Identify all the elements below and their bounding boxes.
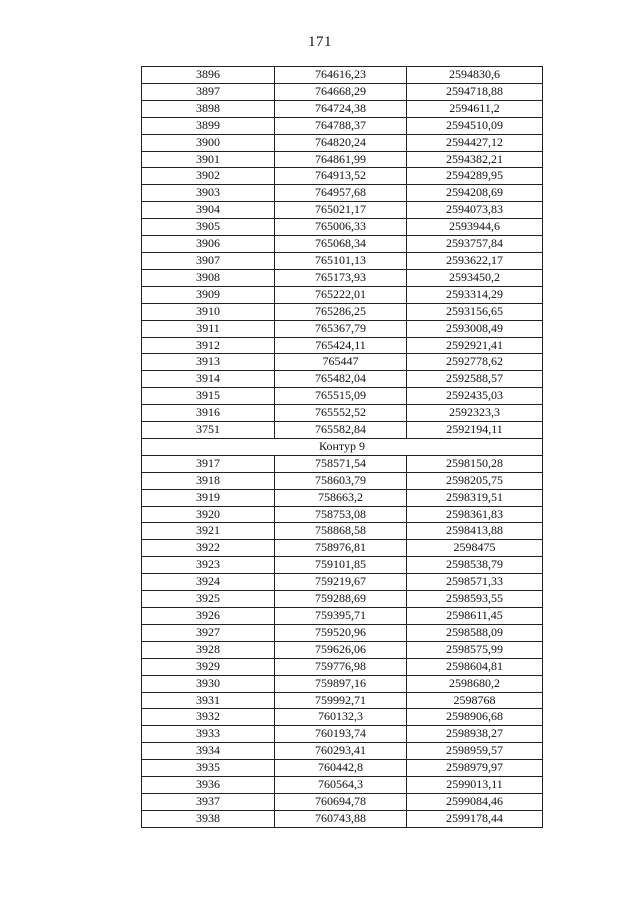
cell-y-coordinate: 2594289,95 — [407, 168, 543, 185]
table-row — [142, 168, 543, 185]
cell-point-number: 3923 — [142, 557, 275, 574]
coordinates-table-body — [142, 67, 543, 828]
cell-y-coordinate: 2598593,55 — [407, 591, 543, 608]
table-row — [142, 489, 543, 506]
cell-point-number: 3899 — [142, 117, 275, 134]
cell-x-coordinate: 758603,79 — [275, 472, 407, 489]
cell-x-coordinate: 764616,23 — [275, 67, 407, 84]
cell-x-coordinate: 764861,99 — [275, 151, 407, 168]
cell-point-number: 3910 — [142, 303, 275, 320]
cell-point-number: 3916 — [142, 405, 275, 422]
cell-x-coordinate: 764788,37 — [275, 117, 407, 134]
cell-x-coordinate: 758663,2 — [275, 489, 407, 506]
table-row — [142, 185, 543, 202]
cell-point-number: 3934 — [142, 743, 275, 760]
cell-y-coordinate: 2592323,3 — [407, 405, 543, 422]
table-row — [142, 151, 543, 168]
cell-point-number: 3927 — [142, 624, 275, 641]
cell-y-coordinate: 2598319,51 — [407, 489, 543, 506]
cell-y-coordinate: 2598979,97 — [407, 760, 543, 777]
cell-point-number: 3932 — [142, 709, 275, 726]
table-row — [142, 236, 543, 253]
table-row — [142, 320, 543, 337]
cell-y-coordinate: 2598680,2 — [407, 675, 543, 692]
cell-point-number: 3924 — [142, 574, 275, 591]
cell-x-coordinate: 765447 — [275, 354, 407, 371]
cell-point-number: 3915 — [142, 388, 275, 405]
table-row — [142, 540, 543, 557]
cell-point-number: 3918 — [142, 472, 275, 489]
cell-x-coordinate: 765552,52 — [275, 405, 407, 422]
cell-y-coordinate: 2594073,83 — [407, 202, 543, 219]
cell-x-coordinate: 765173,93 — [275, 269, 407, 286]
table-row — [142, 557, 543, 574]
cell-point-number: 3917 — [142, 455, 275, 472]
cell-point-number: 3909 — [142, 286, 275, 303]
cell-y-coordinate: 2593622,17 — [407, 252, 543, 269]
section-row — [142, 438, 543, 455]
table-row — [142, 675, 543, 692]
cell-point-number: 3921 — [142, 523, 275, 540]
cell-y-coordinate: 2594611,2 — [407, 100, 543, 117]
table-row — [142, 303, 543, 320]
cell-y-coordinate: 2598205,75 — [407, 472, 543, 489]
cell-x-coordinate: 765286,25 — [275, 303, 407, 320]
cell-x-coordinate: 765222,01 — [275, 286, 407, 303]
table-row — [142, 371, 543, 388]
cell-point-number: 3935 — [142, 760, 275, 777]
cell-y-coordinate: 2593156,65 — [407, 303, 543, 320]
cell-x-coordinate: 760132,3 — [275, 709, 407, 726]
cell-x-coordinate: 759897,16 — [275, 675, 407, 692]
table-row — [142, 658, 543, 675]
cell-y-coordinate: 2598538,79 — [407, 557, 543, 574]
cell-x-coordinate: 760442,8 — [275, 760, 407, 777]
cell-point-number: 3914 — [142, 371, 275, 388]
cell-x-coordinate: 759288,69 — [275, 591, 407, 608]
cell-y-coordinate: 2598571,33 — [407, 574, 543, 591]
cell-x-coordinate: 759395,71 — [275, 608, 407, 625]
cell-x-coordinate: 758976,81 — [275, 540, 407, 557]
page-number: 171 — [308, 34, 332, 50]
cell-x-coordinate: 760293,41 — [275, 743, 407, 760]
table-row — [142, 692, 543, 709]
cell-x-coordinate: 764724,38 — [275, 100, 407, 117]
table-row — [142, 286, 543, 303]
cell-point-number: 3906 — [142, 236, 275, 253]
cell-point-number: 3922 — [142, 540, 275, 557]
cell-y-coordinate: 2593450,2 — [407, 269, 543, 286]
cell-point-number: 3902 — [142, 168, 275, 185]
cell-point-number: 3928 — [142, 641, 275, 658]
cell-point-number: 3911 — [142, 320, 275, 337]
cell-y-coordinate: 2598938,27 — [407, 726, 543, 743]
table-row — [142, 574, 543, 591]
table-row — [142, 354, 543, 371]
cell-y-coordinate: 2594510,09 — [407, 117, 543, 134]
table-row — [142, 337, 543, 354]
table-row — [142, 810, 543, 827]
cell-point-number: 3900 — [142, 134, 275, 151]
cell-point-number: 3931 — [142, 692, 275, 709]
table-row — [142, 743, 543, 760]
cell-y-coordinate: 2594208,69 — [407, 185, 543, 202]
table-row — [142, 67, 543, 84]
cell-y-coordinate: 2598768 — [407, 692, 543, 709]
table-row — [142, 523, 543, 540]
cell-point-number: 3919 — [142, 489, 275, 506]
cell-point-number: 3926 — [142, 608, 275, 625]
cell-x-coordinate: 764820,24 — [275, 134, 407, 151]
cell-point-number: 3930 — [142, 675, 275, 692]
cell-x-coordinate: 758868,58 — [275, 523, 407, 540]
cell-point-number: 3912 — [142, 337, 275, 354]
cell-x-coordinate: 765021,17 — [275, 202, 407, 219]
cell-y-coordinate: 2599084,46 — [407, 793, 543, 810]
cell-point-number: 3751 — [142, 422, 275, 439]
cell-y-coordinate: 2598906,68 — [407, 709, 543, 726]
table-row — [142, 624, 543, 641]
cell-point-number: 3937 — [142, 793, 275, 810]
cell-x-coordinate: 760193,74 — [275, 726, 407, 743]
cell-point-number: 3904 — [142, 202, 275, 219]
cell-x-coordinate: 759626,06 — [275, 641, 407, 658]
cell-y-coordinate: 2598413,88 — [407, 523, 543, 540]
cell-x-coordinate: 759219,67 — [275, 574, 407, 591]
cell-x-coordinate: 758753,08 — [275, 506, 407, 523]
cell-x-coordinate: 765482,04 — [275, 371, 407, 388]
cell-x-coordinate: 760743,88 — [275, 810, 407, 827]
cell-y-coordinate: 2598588,09 — [407, 624, 543, 641]
cell-x-coordinate: 760564,3 — [275, 777, 407, 794]
table-row — [142, 777, 543, 794]
cell-y-coordinate: 2592921,41 — [407, 337, 543, 354]
table-row — [142, 472, 543, 489]
table-row — [142, 252, 543, 269]
table-row — [142, 100, 543, 117]
cell-x-coordinate: 765515,09 — [275, 388, 407, 405]
table-row — [142, 83, 543, 100]
cell-y-coordinate: 2592588,57 — [407, 371, 543, 388]
cell-y-coordinate: 2594382,21 — [407, 151, 543, 168]
cell-point-number: 3907 — [142, 252, 275, 269]
cell-y-coordinate: 2598475 — [407, 540, 543, 557]
cell-point-number: 3901 — [142, 151, 275, 168]
table-row — [142, 608, 543, 625]
cell-point-number: 3920 — [142, 506, 275, 523]
cell-point-number: 3905 — [142, 219, 275, 236]
cell-point-number: 3925 — [142, 591, 275, 608]
table-row — [142, 134, 543, 151]
cell-point-number: 3929 — [142, 658, 275, 675]
cell-y-coordinate: 2593008,49 — [407, 320, 543, 337]
cell-point-number: 3897 — [142, 83, 275, 100]
cell-x-coordinate: 765006,33 — [275, 219, 407, 236]
cell-y-coordinate: 2594427,12 — [407, 134, 543, 151]
cell-point-number: 3936 — [142, 777, 275, 794]
table-row — [142, 793, 543, 810]
cell-point-number: 3903 — [142, 185, 275, 202]
cell-y-coordinate: 2598611,45 — [407, 608, 543, 625]
cell-x-coordinate: 759101,85 — [275, 557, 407, 574]
table-row — [142, 269, 543, 286]
table-row — [142, 219, 543, 236]
cell-y-coordinate: 2599013,11 — [407, 777, 543, 794]
cell-y-coordinate: 2594830,6 — [407, 67, 543, 84]
cell-y-coordinate: 2593944,6 — [407, 219, 543, 236]
cell-x-coordinate: 765367,79 — [275, 320, 407, 337]
cell-y-coordinate: 2592194,11 — [407, 422, 543, 439]
cell-x-coordinate: 764668,29 — [275, 83, 407, 100]
cell-y-coordinate: 2593757,84 — [407, 236, 543, 253]
cell-point-number: 3913 — [142, 354, 275, 371]
cell-x-coordinate: 765424,11 — [275, 337, 407, 354]
cell-point-number: 3933 — [142, 726, 275, 743]
cell-x-coordinate: 759520,96 — [275, 624, 407, 641]
cell-y-coordinate: 2594718,88 — [407, 83, 543, 100]
cell-x-coordinate: 758571,54 — [275, 455, 407, 472]
table-row — [142, 641, 543, 658]
cell-x-coordinate: 759776,98 — [275, 658, 407, 675]
cell-y-coordinate: 2592778,62 — [407, 354, 543, 371]
cell-x-coordinate: 765582,84 — [275, 422, 407, 439]
cell-point-number: 3898 — [142, 100, 275, 117]
section-label: Контур 9 — [142, 438, 543, 455]
cell-point-number: 3908 — [142, 269, 275, 286]
cell-point-number: 3896 — [142, 67, 275, 84]
table-row — [142, 202, 543, 219]
table-row — [142, 760, 543, 777]
table-row — [142, 726, 543, 743]
cell-y-coordinate: 2598959,57 — [407, 743, 543, 760]
table-row — [142, 709, 543, 726]
cell-point-number: 3938 — [142, 810, 275, 827]
coordinates-table — [141, 66, 543, 828]
cell-y-coordinate: 2598604,81 — [407, 658, 543, 675]
cell-x-coordinate: 759992,71 — [275, 692, 407, 709]
cell-y-coordinate: 2592435,03 — [407, 388, 543, 405]
table-row — [142, 388, 543, 405]
cell-x-coordinate: 760694,78 — [275, 793, 407, 810]
cell-x-coordinate: 765068,34 — [275, 236, 407, 253]
cell-x-coordinate: 765101,13 — [275, 252, 407, 269]
cell-y-coordinate: 2598361,83 — [407, 506, 543, 523]
cell-y-coordinate: 2599178,44 — [407, 810, 543, 827]
table-row — [142, 405, 543, 422]
cell-y-coordinate: 2593314,29 — [407, 286, 543, 303]
table-row — [142, 117, 543, 134]
table-row — [142, 455, 543, 472]
cell-x-coordinate: 764913,52 — [275, 168, 407, 185]
table-row — [142, 506, 543, 523]
cell-x-coordinate: 764957,68 — [275, 185, 407, 202]
cell-y-coordinate: 2598575,99 — [407, 641, 543, 658]
table-row — [142, 591, 543, 608]
cell-y-coordinate: 2598150,28 — [407, 455, 543, 472]
table-row — [142, 422, 543, 439]
